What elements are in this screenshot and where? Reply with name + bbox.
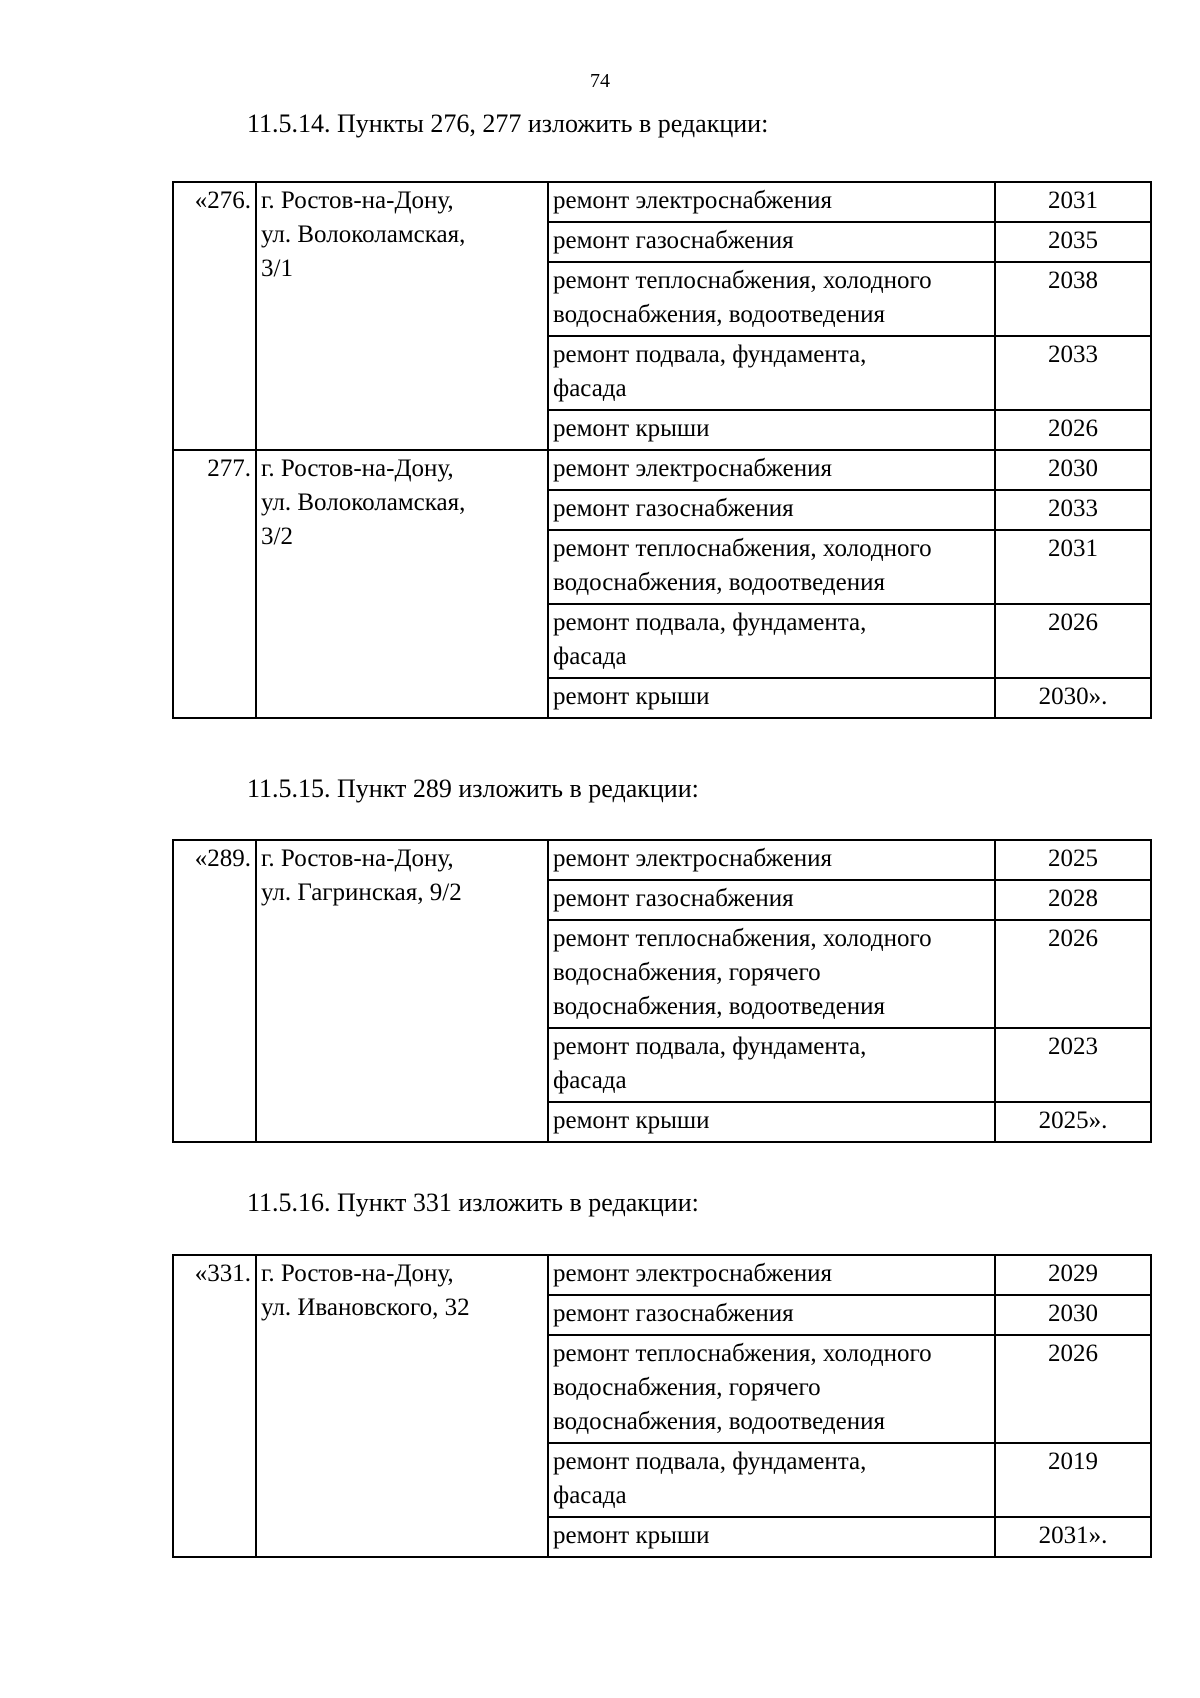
- address-line: ул. Гагринская, 9/2: [261, 879, 462, 906]
- address-line: 3/2: [261, 523, 293, 550]
- work-type-line: водоснабжения, горячего: [553, 959, 821, 986]
- work-type-cell: [548, 262, 995, 336]
- year-cell: 2026: [995, 604, 1151, 678]
- work-type-line: водоснабжения, водоотведения: [553, 569, 885, 596]
- address-line: г. Ростов-на-Дону,: [261, 1260, 454, 1287]
- amendment-table: [172, 839, 1152, 1143]
- year-cell: 2031: [995, 182, 1151, 222]
- work-type-line: ремонт электроснабжения: [553, 187, 832, 214]
- year-cell: 2028: [995, 880, 1151, 920]
- work-type-cell: [548, 450, 995, 490]
- work-type-line: ремонт электроснабжения: [553, 845, 832, 872]
- year-cell: 2026: [995, 410, 1151, 450]
- address-line: 3/1: [261, 255, 293, 282]
- work-type-cell: [548, 840, 995, 880]
- address-cell: [256, 1255, 548, 1557]
- work-type-line: ремонт газоснабжения: [553, 495, 794, 522]
- work-type-cell: [548, 604, 995, 678]
- table-row: [173, 1255, 1151, 1295]
- table-row: [173, 450, 1151, 490]
- work-type-line: ремонт газоснабжения: [553, 1300, 794, 1327]
- work-type-cell: [548, 1028, 995, 1102]
- work-type-line: ремонт газоснабжения: [553, 885, 794, 912]
- work-type-line: ремонт теплоснабжения, холодного: [553, 267, 932, 294]
- year-cell: 2038: [995, 262, 1151, 336]
- table-row: [173, 840, 1151, 880]
- address-cell: [256, 840, 548, 1142]
- work-type-line: ремонт газоснабжения: [553, 227, 794, 254]
- item-number: «289.: [173, 840, 256, 1142]
- work-type-cell: [548, 182, 995, 222]
- work-type-line: ремонт подвала, фундамента,: [553, 1033, 867, 1060]
- work-type-cell: [548, 530, 995, 604]
- work-type-cell: [548, 1517, 995, 1557]
- section-heading: 11.5.16. Пункт 331 изложить в редакции:: [247, 1188, 699, 1217]
- work-type-line: ремонт подвала, фундамента,: [553, 1448, 867, 1475]
- page-number: 74: [590, 70, 610, 92]
- work-type-cell: [548, 880, 995, 920]
- year-cell: 2031».: [995, 1517, 1151, 1557]
- year-cell: 2033: [995, 490, 1151, 530]
- work-type-line: фасада: [553, 1067, 627, 1094]
- work-type-line: фасада: [553, 643, 627, 670]
- work-type-line: водоснабжения, водоотведения: [553, 301, 885, 328]
- section-heading: 11.5.15. Пункт 289 изложить в редакции:: [247, 774, 699, 803]
- year-cell: 2025».: [995, 1102, 1151, 1142]
- work-type-line: фасада: [553, 375, 627, 402]
- amendment-table: [172, 1254, 1152, 1558]
- work-type-line: ремонт крыши: [553, 1107, 710, 1134]
- address-line: ул. Волоколамская,: [261, 221, 466, 248]
- work-type-line: ремонт электроснабжения: [553, 455, 832, 482]
- work-type-line: ремонт теплоснабжения, холодного: [553, 535, 932, 562]
- work-type-line: водоснабжения, водоотведения: [553, 993, 885, 1020]
- work-type-cell: [548, 1335, 995, 1443]
- work-type-line: ремонт теплоснабжения, холодного: [553, 1340, 932, 1367]
- work-type-line: водоснабжения, горячего: [553, 1374, 821, 1401]
- address-line: ул. Ивановского, 32: [261, 1294, 470, 1321]
- work-type-cell: [548, 1295, 995, 1335]
- year-cell: 2026: [995, 920, 1151, 1028]
- year-cell: 2019: [995, 1443, 1151, 1517]
- year-cell: 2030: [995, 450, 1151, 490]
- address-line: г. Ростов-на-Дону,: [261, 187, 454, 214]
- year-cell: 2029: [995, 1255, 1151, 1295]
- year-cell: 2030: [995, 1295, 1151, 1335]
- work-type-line: ремонт крыши: [553, 1522, 710, 1549]
- work-type-line: водоснабжения, водоотведения: [553, 1408, 885, 1435]
- work-type-cell: [548, 1443, 995, 1517]
- work-type-cell: [548, 336, 995, 410]
- table-row: [173, 182, 1151, 222]
- address-cell: [256, 182, 548, 450]
- work-type-cell: [548, 678, 995, 718]
- work-type-cell: [548, 1102, 995, 1142]
- item-number: «331.: [173, 1255, 256, 1557]
- section-heading: 11.5.14. Пункты 276, 277 изложить в редакции:: [247, 109, 769, 138]
- address-cell: [256, 450, 548, 718]
- year-cell: 2035: [995, 222, 1151, 262]
- address-line: г. Ростов-на-Дону,: [261, 455, 454, 482]
- work-type-line: фасада: [553, 1482, 627, 1509]
- work-type-cell: [548, 410, 995, 450]
- work-type-cell: [548, 490, 995, 530]
- year-cell: 2023: [995, 1028, 1151, 1102]
- work-type-line: ремонт подвала, фундамента,: [553, 341, 867, 368]
- work-type-line: ремонт подвала, фундамента,: [553, 609, 867, 636]
- item-number: 277.: [173, 450, 256, 718]
- work-type-line: ремонт крыши: [553, 415, 710, 442]
- year-cell: 2030».: [995, 678, 1151, 718]
- year-cell: 2033: [995, 336, 1151, 410]
- address-line: ул. Волоколамская,: [261, 489, 466, 516]
- year-cell: 2026: [995, 1335, 1151, 1443]
- work-type-line: ремонт крыши: [553, 683, 710, 710]
- amendment-table: [172, 181, 1152, 719]
- year-cell: 2025: [995, 840, 1151, 880]
- work-type-cell: [548, 920, 995, 1028]
- address-line: г. Ростов-на-Дону,: [261, 845, 454, 872]
- work-type-cell: [548, 1255, 995, 1295]
- item-number: «276.: [173, 182, 256, 450]
- year-cell: 2031: [995, 530, 1151, 604]
- work-type-cell: [548, 222, 995, 262]
- work-type-line: ремонт теплоснабжения, холодного: [553, 925, 932, 952]
- work-type-line: ремонт электроснабжения: [553, 1260, 832, 1287]
